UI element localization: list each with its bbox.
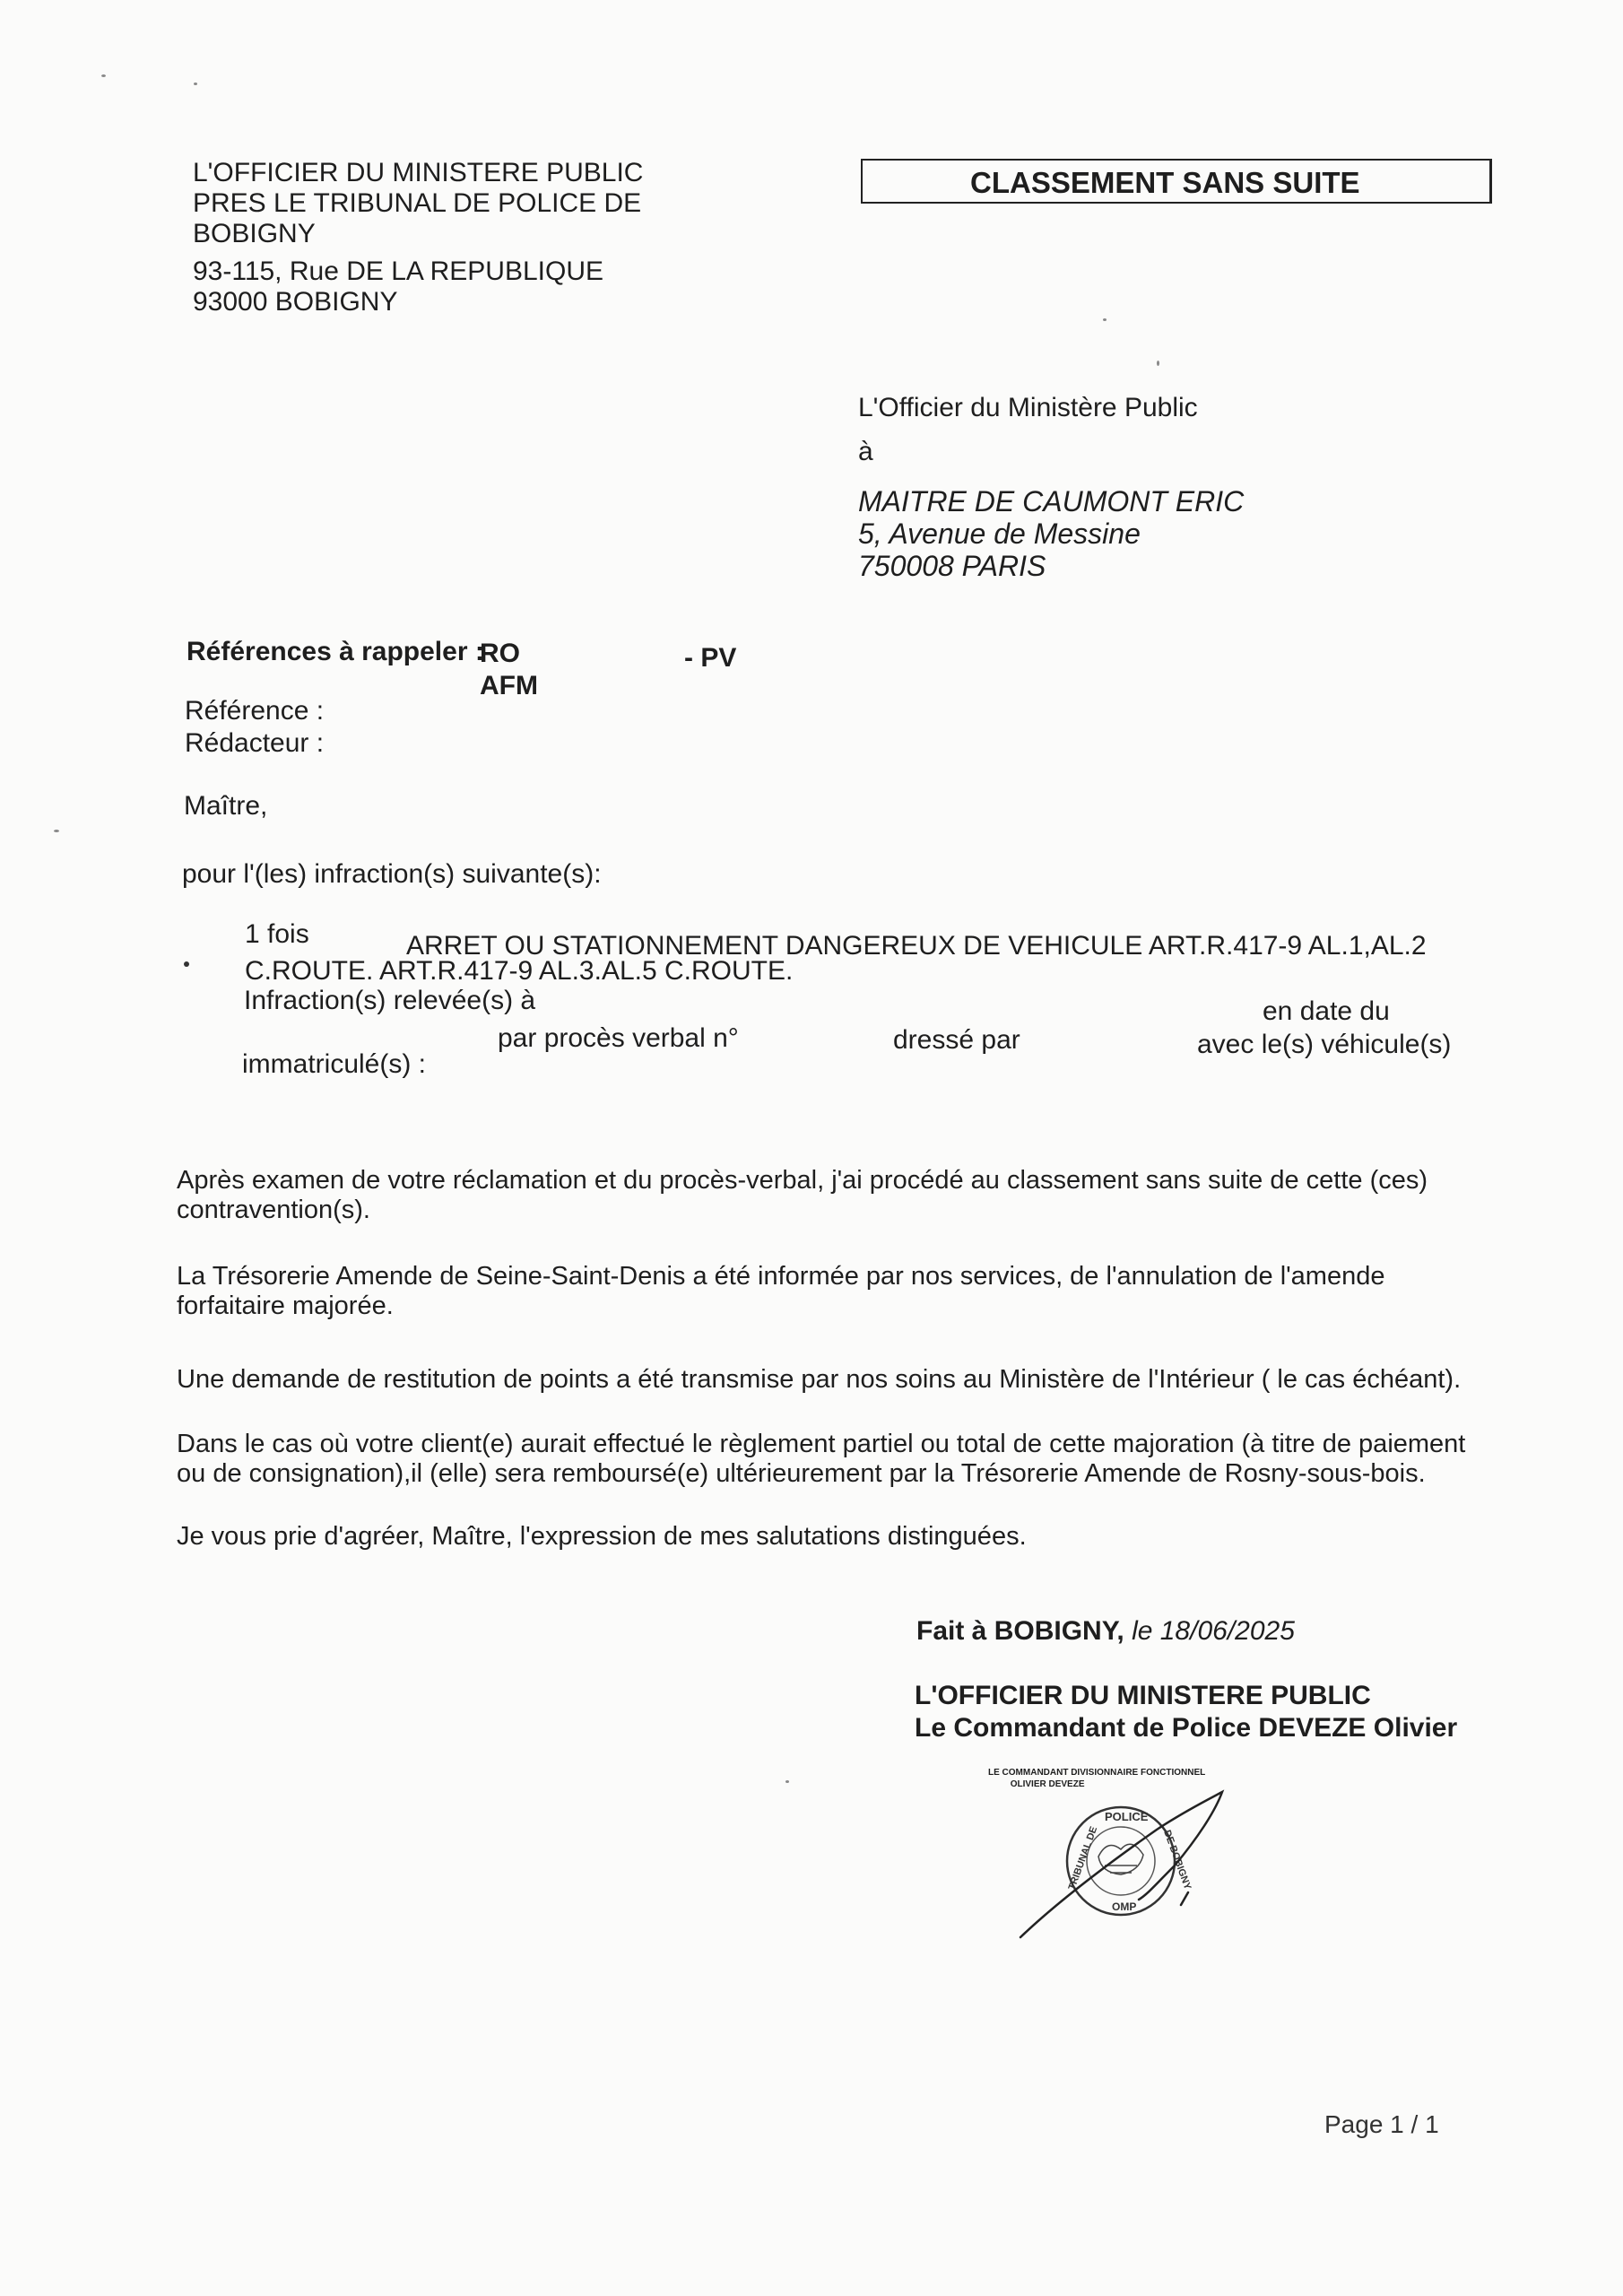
body-paragraph: Une demande de restitution de points a été transmise par nos soins au Ministère de l'Intérieur ( le cas échéant). bbox=[177, 1365, 1462, 1394]
stamp-line: LE COMMANDANT DIVISIONNAIRE FONCTIONNEL bbox=[988, 1768, 1206, 1778]
references-pv: - PV bbox=[684, 643, 737, 673]
references-label: Références à rappeler : bbox=[187, 637, 484, 666]
body-paragraph: La Trésorerie Amende de Seine-Saint-Denis a été informée par nos services, de l'annulation de l'amende forfaitaire majorée. bbox=[177, 1262, 1385, 1320]
stamp-line: OLIVIER DEVEZE bbox=[1010, 1779, 1085, 1789]
signature-place: Fait à BOBIGNY, bbox=[916, 1616, 1124, 1646]
seal-right: DE BOBIGNY bbox=[1161, 1828, 1193, 1892]
seal-top: POLICE bbox=[1105, 1810, 1149, 1823]
infraction-vehicule: avec le(s) véhicule(s) bbox=[1197, 1030, 1452, 1059]
recipient-street: 5, Avenue de Messine bbox=[858, 517, 1141, 550]
scan-speck bbox=[1157, 361, 1159, 366]
classement-title: CLASSEMENT SANS SUITE bbox=[970, 166, 1360, 199]
body-paragraph: Dans le cas où votre client(e) aurait effectué le règlement partiel ou total de cette majoration (à titre de paiement ou de consignation),il (elle) sera remboursé(e) ultérieurement par la Trésorerie Amende de Rosny-sous-bois. bbox=[177, 1430, 1466, 1488]
sender-line: BOBIGNY bbox=[193, 219, 316, 248]
signature-date: le 18/06/2025 bbox=[1132, 1616, 1295, 1646]
scan-speck bbox=[194, 83, 197, 85]
signature-name: Le Commandant de Police DEVEZE Olivier bbox=[915, 1713, 1458, 1743]
infraction-line1: ARRET OU STATIONNEMENT DANGEREUX DE VEHICULE ART.R.417-9 AL.1,AL.2 bbox=[406, 931, 1427, 961]
recipient-name: MAITRE DE CAUMONT ERIC bbox=[858, 485, 1245, 517]
scan-speck bbox=[184, 961, 189, 967]
infraction-pv: par procès verbal n° bbox=[498, 1023, 739, 1053]
infraction-line2: C.ROUTE. ART.R.417-9 AL.3.AL.5 C.ROUTE. bbox=[245, 956, 794, 986]
seal-bottom: OMP bbox=[1112, 1900, 1137, 1913]
references-ro: RO bbox=[480, 639, 520, 668]
official-seal bbox=[1004, 1776, 1237, 1955]
page-number: Page 1 / 1 bbox=[1324, 2110, 1439, 2138]
sender-line: L'OFFICIER DU MINISTERE PUBLIC bbox=[193, 158, 644, 187]
signature-title: L'OFFICIER DU MINISTERE PUBLIC bbox=[915, 1681, 1371, 1710]
body-paragraph: Je vous prie d'agréer, Maître, l'expression de mes salutations distinguées. bbox=[177, 1522, 1027, 1551]
reference-label: Référence : bbox=[185, 696, 325, 726]
infraction-en-date: en date du bbox=[1263, 996, 1390, 1026]
scan-speck bbox=[101, 74, 106, 77]
sender-line: 93-115, Rue DE LA REPUBLIQUE bbox=[193, 257, 603, 286]
recipient-city: 750008 PARIS bbox=[858, 550, 1046, 582]
addressee-to: à bbox=[858, 437, 873, 466]
recipient-block bbox=[858, 485, 1244, 582]
signature-place-date bbox=[916, 1616, 1295, 1647]
references-afm: AFM bbox=[480, 671, 538, 700]
addressee-from: L'Officier du Ministère Public bbox=[858, 393, 1198, 422]
sender-line: 93000 BOBIGNY bbox=[193, 287, 398, 317]
salutation: Maître, bbox=[184, 791, 268, 821]
body-paragraph: Après examen de votre réclamation et du procès-verbal, j'ai procédé au classement sans suite de cette (ces) contravention(s). bbox=[177, 1166, 1428, 1224]
scan-speck bbox=[785, 1780, 789, 1783]
seal-left: TRIBUNAL DE bbox=[1066, 1825, 1100, 1892]
scan-speck bbox=[1103, 318, 1107, 321]
infraction-intro: pour l'(les) infraction(s) suivante(s): bbox=[182, 859, 602, 889]
classement-box bbox=[861, 159, 1492, 204]
infraction-immat: immatriculé(s) : bbox=[242, 1049, 427, 1079]
scan-speck bbox=[54, 830, 59, 832]
redacteur-label: Rédacteur : bbox=[185, 728, 325, 758]
sender-line: PRES LE TRIBUNAL DE POLICE DE bbox=[193, 188, 642, 218]
infraction-relevee: Infraction(s) relevée(s) à bbox=[244, 986, 536, 1015]
sender-block bbox=[193, 158, 643, 317]
infraction-dresse: dressé par bbox=[893, 1025, 1020, 1055]
infraction-count: 1 fois bbox=[245, 919, 309, 949]
